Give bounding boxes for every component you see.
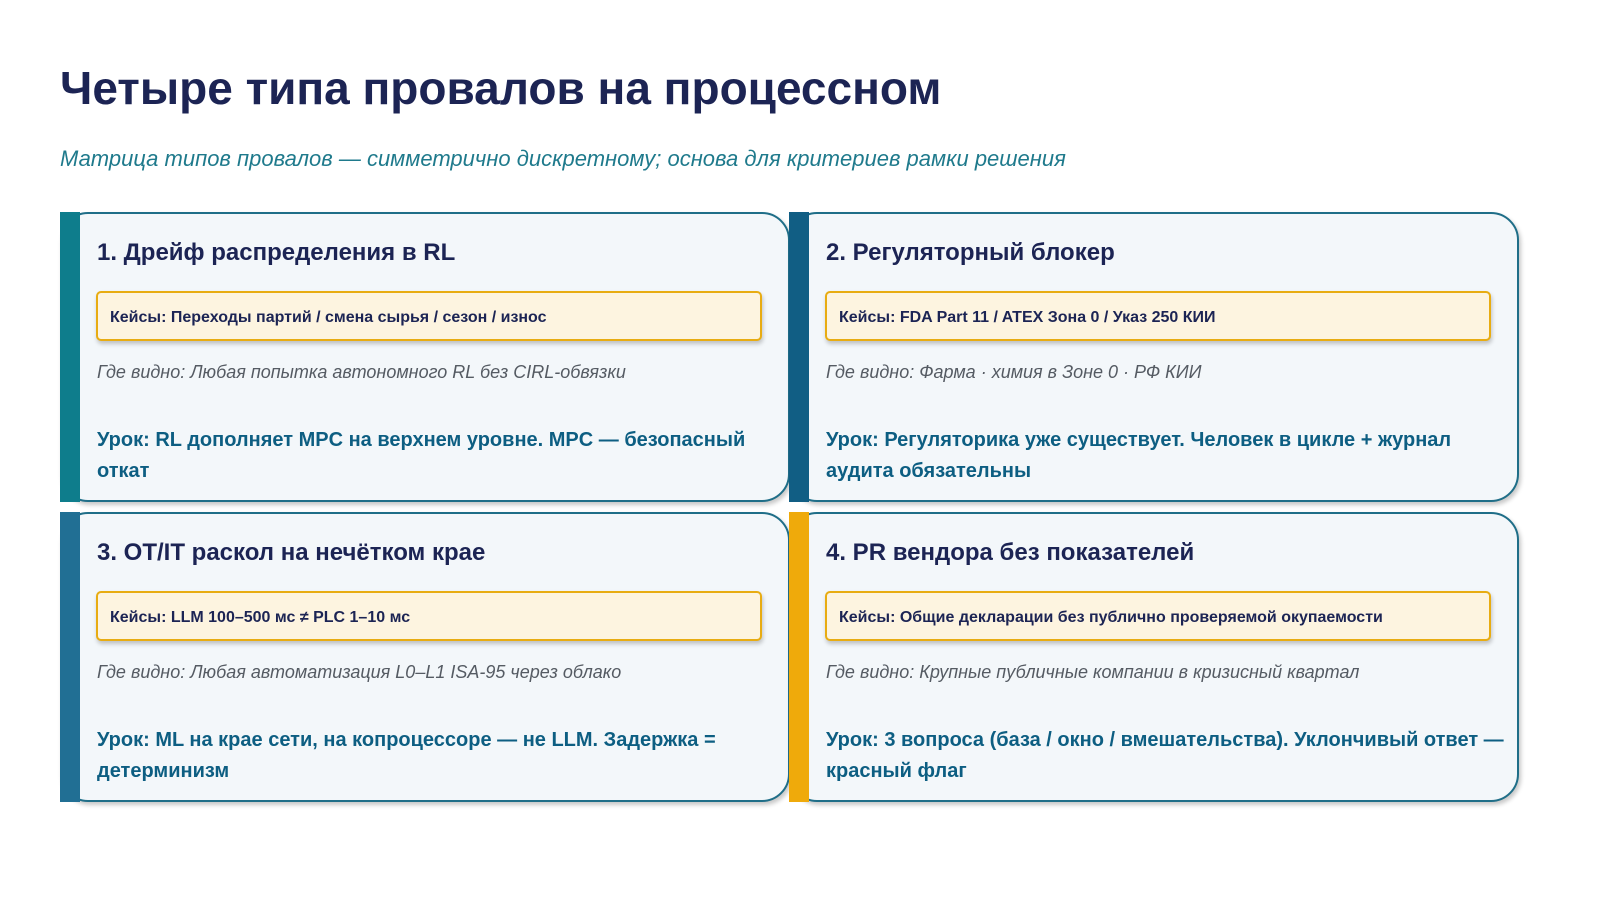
card-accent-bar [60,212,80,502]
where-seen-text: Где видно: Фарма · химия в Зоне 0 · РФ КИИ [826,362,1202,382]
card-accent-bar [60,512,80,802]
failure-card-1 [60,212,790,502]
card-title: 3. OT/IT раскол на нечётком крае [97,539,486,566]
lesson-text: Урок: 3 вопроса (база / окно / вмешательства). Уклончивый ответ — красный флаг [826,729,1504,782]
where-seen-text: Где видно: Любая попытка автономного RL без CIRL-обвязки [97,362,626,382]
lesson-text: Урок: ML на крае сети, на копроцессоре — не LLM. Задержка = детерминизм [97,729,716,782]
lesson-text: Урок: RL дополняет MPC на верхнем уровне. MPC — безопасный откат [97,429,746,482]
where-seen-text: Где видно: Крупные публичные компании в кризисный квартал [826,662,1360,682]
card-title: 2. Регуляторный блокер [826,239,1115,266]
card-title: 1. Дрейф распределения в RL [97,239,456,266]
failure-card-4 [789,512,1519,802]
slide-title: Четыре типа провалов на процессном [60,62,942,114]
cases-box: Кейсы: Общие декларации без публично проверяемой окупаемости [825,591,1491,641]
lesson-text: Урок: Регуляторика уже существует. Человек в цикле + журнал аудита обязательны [826,429,1452,482]
slide-subtitle: Матрица типов провалов — симметрично дискретному; основа для критериев рамки решения [60,146,1066,171]
failure-card-3 [60,512,790,802]
card-accent-bar [789,512,809,802]
card-title: 4. PR вендора без показателей [826,539,1195,566]
failure-card-2 [789,212,1519,502]
cases-box: Кейсы: FDA Part 11 / ATEX Зона 0 / Указ 250 КИИ [825,291,1491,341]
where-seen-text: Где видно: Любая автоматизация L0–L1 ISA-95 через облако [97,662,622,682]
cases-box: Кейсы: LLM 100–500 мс ≠ PLC 1–10 мс [96,591,762,641]
card-accent-bar [789,212,809,502]
cases-box: Кейсы: Переходы партий / смена сырья / сезон / износ [96,291,762,341]
